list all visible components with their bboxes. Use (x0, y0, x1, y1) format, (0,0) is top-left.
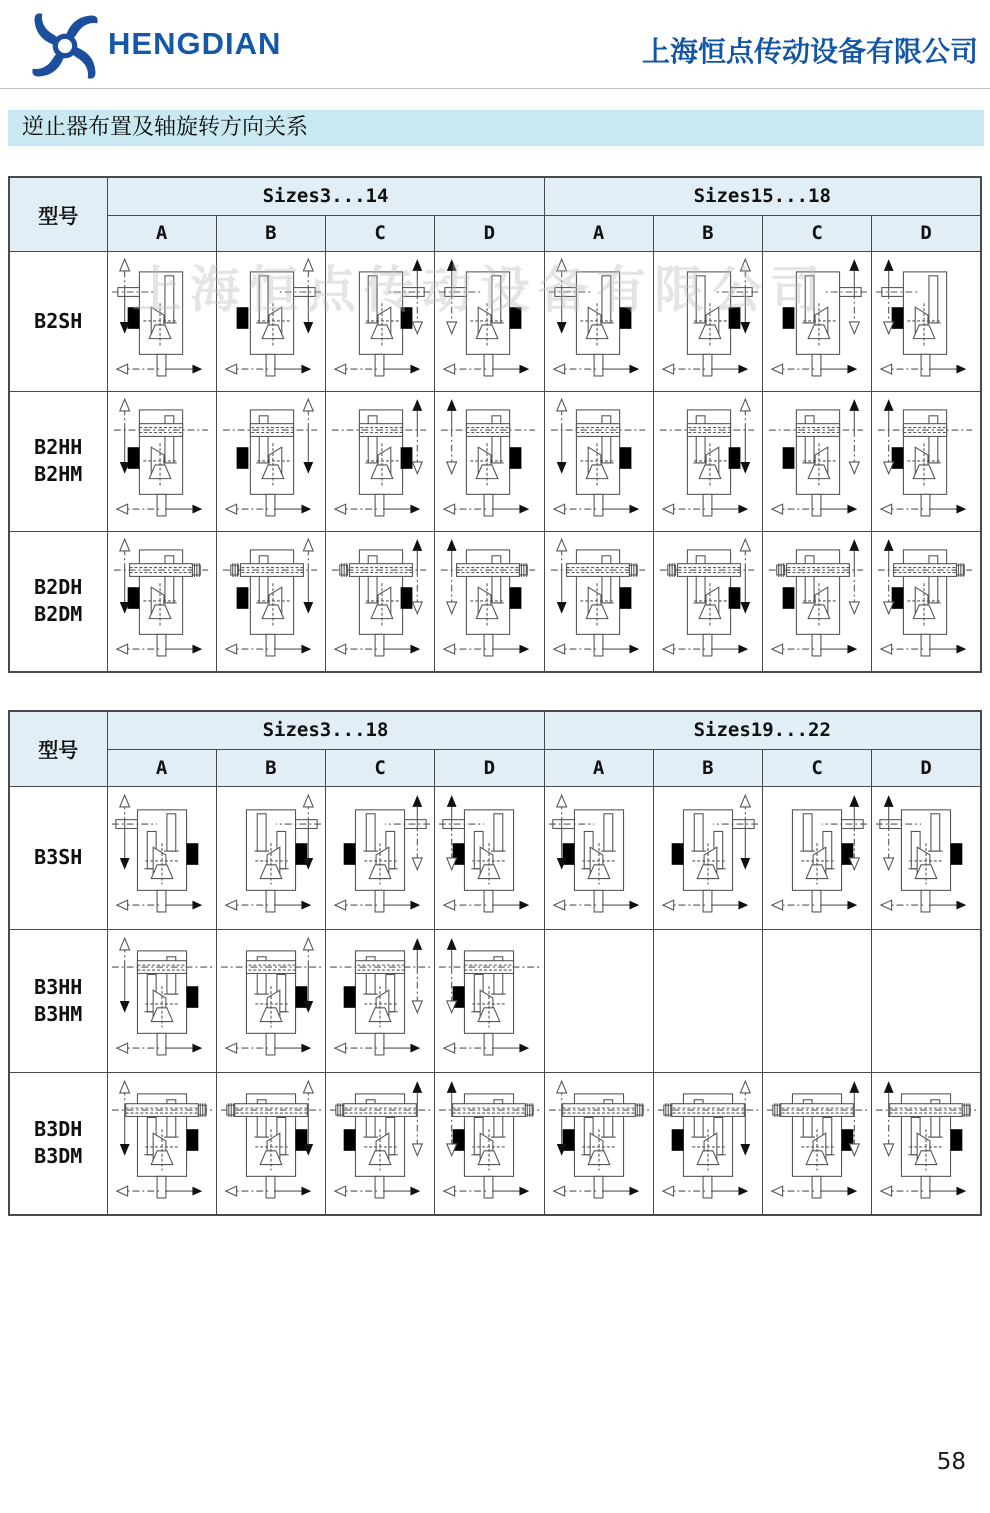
diagram-cell (216, 251, 325, 391)
column-header-d: D (435, 215, 544, 251)
diagram-cell (326, 929, 435, 1072)
gearbox-arrangement-diagram (435, 532, 543, 667)
gearbox-arrangement-diagram (435, 1074, 543, 1209)
column-header-a: A (107, 215, 216, 251)
diagram-cell (107, 1072, 216, 1215)
diagram-cell (544, 251, 653, 391)
gearbox-arrangement-diagram (872, 252, 980, 387)
gearbox-arrangement-diagram (654, 252, 762, 387)
diagram-cell (763, 786, 872, 929)
gearbox-arrangement-diagram (217, 788, 325, 923)
diagram-cell (872, 1072, 981, 1215)
watermark: 上海恒点传动设备有限公司 (132, 261, 828, 319)
model-label: B2DH B2DM (9, 531, 107, 672)
diagram-cell (653, 1072, 762, 1215)
size-group-header: Sizes3...14 (107, 177, 544, 215)
diagram-cell (653, 391, 762, 531)
gearbox-arrangement-diagram (872, 532, 980, 667)
diagram-cell (763, 391, 872, 531)
column-header-b: B (216, 215, 325, 251)
diagram-cell (435, 391, 544, 531)
diagram-cell (216, 786, 325, 929)
gearbox-arrangement-diagram (435, 788, 543, 923)
diagram-cell (326, 786, 435, 929)
column-header-a: A (544, 749, 653, 786)
diagram-cell (544, 786, 653, 929)
diagram-cell (107, 251, 216, 391)
brand-name: HENGDIAN (108, 26, 282, 61)
gearbox-arrangement-diagram (108, 931, 216, 1066)
diagram-cell (872, 251, 981, 391)
diagram-cell (326, 251, 435, 391)
diagram-cell (326, 1072, 435, 1215)
diagram-cell (763, 929, 872, 1072)
gearbox-arrangement-diagram (435, 392, 543, 527)
model-column-header: 型号 (9, 177, 107, 251)
diagram-cell (544, 929, 653, 1072)
company-name: 上海恒点传动设备有限公司 (641, 35, 978, 68)
gearbox-arrangement-diagram (763, 1074, 871, 1209)
gearbox-arrangement-diagram (763, 392, 871, 527)
gearbox-arrangement-diagram (545, 788, 653, 923)
diagram-cell (653, 929, 762, 1072)
diagram-cell (326, 391, 435, 531)
gearbox-arrangement-diagram (108, 1074, 216, 1209)
gearbox-arrangement-diagram (108, 788, 216, 923)
page-number: 58 (936, 1449, 966, 1475)
gearbox-arrangement-diagram (326, 1074, 434, 1209)
gearbox-arrangement-diagram (763, 788, 871, 923)
diagram-cell (653, 251, 762, 391)
gearbox-arrangement-diagram (545, 532, 653, 667)
column-header-d: D (872, 215, 981, 251)
diagram-cell (763, 1072, 872, 1215)
gearbox-arrangement-diagram (217, 392, 325, 527)
gearbox-arrangement-diagram (217, 532, 325, 667)
column-header-c: C (763, 215, 872, 251)
diagram-cell (435, 531, 544, 672)
size-group-header: Sizes3...18 (107, 711, 544, 749)
gearbox-arrangement-diagram (326, 252, 434, 387)
gearbox-arrangement-diagram (545, 392, 653, 527)
diagram-cell (107, 786, 216, 929)
column-header-b: B (216, 749, 325, 786)
gearbox-arrangement-diagram (654, 532, 762, 667)
diagram-cell (544, 391, 653, 531)
gearbox-arrangement-diagram (108, 392, 216, 527)
model-label: B3SH (9, 786, 107, 929)
page-header (0, 0, 990, 89)
gearbox-arrangement-diagram (108, 252, 216, 387)
arrangement-table-b3 (8, 710, 982, 1216)
column-header-a: A (544, 215, 653, 251)
diagram-cell (872, 531, 981, 672)
diagram-cell (326, 531, 435, 672)
diagram-cell (763, 531, 872, 672)
gearbox-arrangement-diagram (872, 788, 980, 923)
diagram-cell (763, 251, 872, 391)
gearbox-arrangement-diagram (545, 252, 653, 387)
gearbox-arrangement-diagram (435, 931, 543, 1066)
model-label: B2HH B2HM (9, 391, 107, 531)
diagram-cell (107, 929, 216, 1072)
diagram-cell (544, 531, 653, 672)
gearbox-arrangement-diagram (654, 1074, 762, 1209)
diagram-cell (216, 531, 325, 672)
gearbox-arrangement-diagram (326, 931, 434, 1066)
diagram-cell (872, 929, 981, 1072)
gearbox-arrangement-diagram (326, 532, 434, 667)
diagram-cell (653, 531, 762, 672)
gearbox-arrangement-diagram (217, 1074, 325, 1209)
gearbox-arrangement-diagram (872, 1074, 980, 1209)
column-header-b: B (653, 749, 762, 786)
column-header-d: D (872, 749, 981, 786)
gearbox-arrangement-diagram (108, 532, 216, 667)
column-header-c: C (326, 749, 435, 786)
column-header-a: A (107, 749, 216, 786)
gearbox-arrangement-diagram (545, 1074, 653, 1209)
size-group-header: Sizes15...18 (544, 177, 981, 215)
section-title: 逆止器布置及轴旋转方向关系 (8, 110, 984, 146)
model-label: B3DH B3DM (9, 1072, 107, 1215)
column-header-c: C (763, 749, 872, 786)
diagram-cell (107, 531, 216, 672)
gearbox-arrangement-diagram (654, 392, 762, 527)
diagram-cell (216, 391, 325, 531)
gearbox-arrangement-diagram (326, 392, 434, 527)
diagram-cell (435, 1072, 544, 1215)
diagram-cell (435, 929, 544, 1072)
gearbox-arrangement-diagram (763, 252, 871, 387)
model-label: B3HH B3HM (9, 929, 107, 1072)
diagram-cell (872, 786, 981, 929)
gearbox-arrangement-diagram (326, 788, 434, 923)
size-group-header: Sizes19...22 (544, 711, 981, 749)
gearbox-arrangement-diagram (435, 252, 543, 387)
model-label: B2SH (9, 251, 107, 391)
diagram-cell (872, 391, 981, 531)
gearbox-arrangement-diagram (217, 931, 325, 1066)
diagram-cell (216, 1072, 325, 1215)
diagram-cell (216, 929, 325, 1072)
column-header-c: C (326, 215, 435, 251)
arrangement-table-b2 (8, 176, 982, 673)
column-header-d: D (435, 749, 544, 786)
diagram-cell (544, 1072, 653, 1215)
diagram-cell (107, 391, 216, 531)
pinwheel-logo-icon (26, 8, 104, 84)
diagram-cell (435, 786, 544, 929)
column-header-b: B (653, 215, 762, 251)
model-column-header: 型号 (9, 711, 107, 786)
gearbox-arrangement-diagram (872, 392, 980, 527)
diagram-cell (653, 786, 762, 929)
gearbox-arrangement-diagram (217, 252, 325, 387)
diagram-cell (435, 251, 544, 391)
gearbox-arrangement-diagram (763, 532, 871, 667)
gearbox-arrangement-diagram (654, 788, 762, 923)
